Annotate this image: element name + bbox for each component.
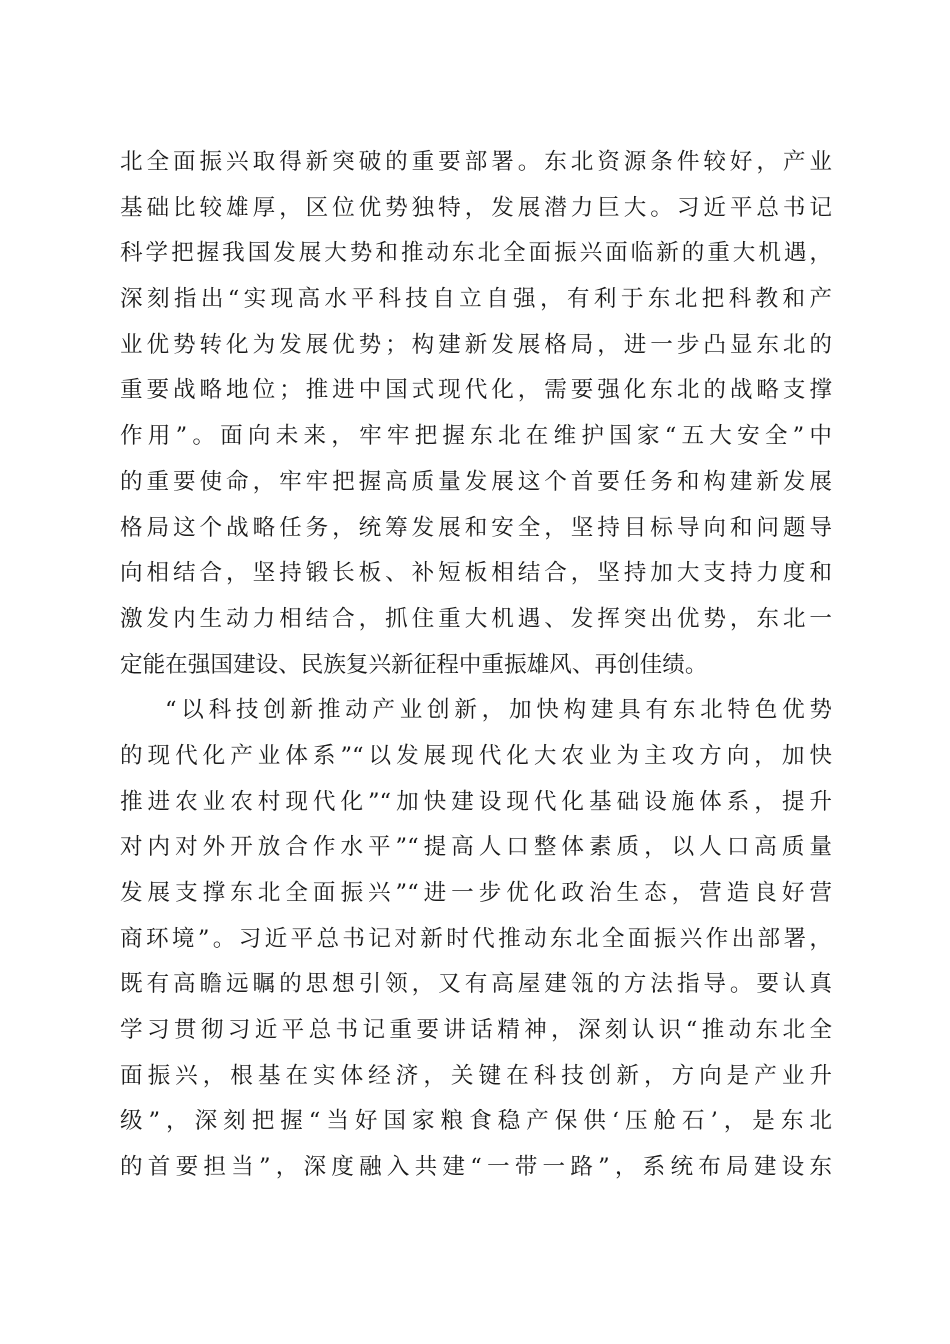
- text-line-13: “以科技创新推动产业创新，加快构建具有东北特色优势: [165, 697, 832, 724]
- text-line-19: 既有高瞻远瞩的思想引领，又有高屋建瓴的方法指导。要认真: [120, 971, 832, 998]
- text-line-18: 商环境”。习近平总书记对新时代推动东北全面振兴作出部署，: [120, 925, 832, 952]
- text-line-4: 深刻指出“实现高水平科技自立自强，有利于东北把科教和产: [120, 286, 832, 313]
- text-line-17: 发展支撑东北全面振兴”“进一步优化政治生态，营造良好营: [120, 880, 832, 906]
- text-line-8: 的重要使命，牢牢把握高质量发展这个首要任务和构建新发展: [120, 468, 832, 495]
- text-line-15: 推进农业农村现代化”“加快建设现代化基础设施体系，提升: [120, 788, 832, 815]
- text-line-10: 向相结合，坚持锻长板、补短板相结合，坚持加大支持力度和: [120, 560, 832, 587]
- text-line-1: 北全面振兴取得新突破的重要部署。东北资源条件较好，产业: [120, 149, 832, 175]
- text-line-16: 对内对外开放合作水平”“提高人口整体素质，以人口高质量: [120, 834, 832, 861]
- text-line-5: 业优势转化为发展优势；构建新发展格局，进一步凸显东北的: [120, 331, 832, 358]
- text-line-23: 的首要担当”，深度融入共建“一带一路”，系统布局建设东: [120, 1154, 832, 1181]
- text-line-9: 格局这个战略任务，统筹发展和安全，坚持目标导向和问题导: [120, 514, 832, 541]
- text-line-21: 面振兴，根基在实体经济，关键在科技创新，方向是产业升: [120, 1062, 832, 1089]
- text-line-12: 定能在强国建设、民族复兴新征程中重振雄风、再创佳绩。: [120, 651, 708, 678]
- text-line-11: 激发内生动力相结合，抓住重大机遇、发挥突出优势，东北一: [120, 605, 832, 632]
- text-line-6: 重要战略地位；推进中国式现代化，需要强化东北的战略支撑: [120, 377, 832, 404]
- body-text: [120, 140, 832, 1191]
- text-line-22: 级”，深刻把握“当好国家粮食稳产保供‘压舱石’，是东北: [120, 1108, 832, 1135]
- text-line-14: 的现代化产业体系”“以发展现代化大农业为主攻方向，加快: [120, 742, 832, 769]
- text-line-2: 基础比较雄厚，区位优势独特，发展潜力巨大。习近平总书记: [120, 194, 832, 221]
- text-line-20: 学习贯彻习近平总书记重要讲话精神，深刻认识“推动东北全: [120, 1017, 832, 1044]
- text-line-7: 作用”。面向未来，牢牢把握东北在维护国家“五大安全”中: [120, 423, 832, 450]
- text-line-3: 科学把握我国发展大势和推动东北全面振兴面临新的重大机遇，: [120, 240, 832, 267]
